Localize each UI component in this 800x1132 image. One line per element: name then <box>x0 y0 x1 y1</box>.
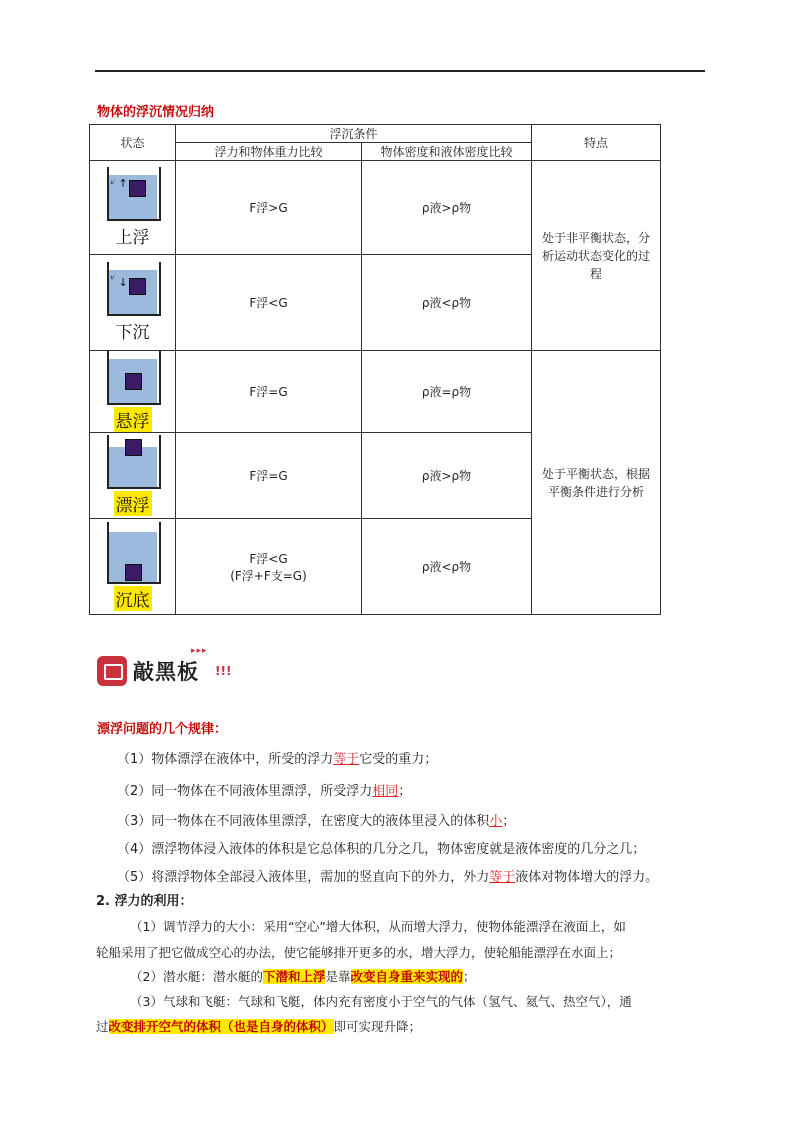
table-row <box>90 351 661 433</box>
state-rise <box>90 161 176 255</box>
float-sink-table <box>89 124 661 615</box>
density-cell: ρ液>ρ物 <box>362 161 532 255</box>
state-label: 悬浮 <box>114 407 152 432</box>
state-label: 上浮 <box>115 228 150 248</box>
header-state: 状态 <box>90 125 176 161</box>
rule-item: （3）同一物体在不同液体里漂浮，在密度大的液体里浸入的体积小； <box>117 814 516 829</box>
beaker-illustration <box>107 522 159 584</box>
force-cell: F浮=G <box>176 433 362 519</box>
object-block <box>129 180 146 197</box>
object-block <box>125 373 142 390</box>
header-feature: 特点 <box>532 125 661 161</box>
state-float <box>90 433 176 519</box>
object-block <box>125 564 142 581</box>
density-cell: ρ液=ρ物 <box>362 351 532 433</box>
density-cell: ρ液<ρ物 <box>362 255 532 351</box>
blackboard-title: 敲黑板 <box>133 659 199 684</box>
force-line-1: F浮<G <box>249 551 288 566</box>
force-cell: F浮=G <box>176 351 362 433</box>
density-cell: ρ液>ρ物 <box>362 433 532 519</box>
arrow-dots-icon: ▸▸▸ <box>191 646 208 656</box>
beaker-illustration <box>107 435 159 489</box>
force-cell <box>176 519 362 615</box>
object-block <box>125 439 142 456</box>
state-label: 漂浮 <box>114 491 152 516</box>
force-cell: F浮>G <box>176 161 362 255</box>
state-label: 下沉 <box>115 323 150 343</box>
rule-item: （4）漂浮物体浸入液体的体积是它总体积的几分之几，物体密度就是液体密度的几分之几； <box>117 842 646 857</box>
beaker-illustration: υ ↑ <box>107 167 159 221</box>
blackboard-exclaim: !!! <box>215 664 232 678</box>
header-rule <box>95 70 705 72</box>
paragraph-1-line-2: 轮船采用了把它做成空心的办法，使它能够排开更多的水，增大浮力，使轮船能漂浮在水面上； <box>96 945 622 960</box>
paragraph-3-line-1: （3）气球和飞艇：气球和飞艇，体内充有密度小于空气的气体（氢气、氦气、热空气），通 <box>130 994 632 1009</box>
rule-item: （2）同一物体在不同液体里漂浮，所受浮力相同； <box>117 784 412 799</box>
object-block <box>129 278 146 295</box>
header-force-compare: 浮力和物体重力比较 <box>176 143 362 161</box>
feature-balanced: 处于平衡状态，根据平衡条件进行分析 <box>532 351 661 615</box>
arrow-down-icon: ↓ <box>118 276 128 289</box>
state-sink <box>90 255 176 351</box>
force-line-2: (F浮+F支=G) <box>230 568 307 583</box>
state-suspend <box>90 351 176 433</box>
beaker-illustration <box>107 351 159 405</box>
beaker-illustration: υ ↓ <box>107 262 159 316</box>
header-condition: 浮沉条件 <box>176 125 532 143</box>
blackboard-icon <box>97 656 127 686</box>
feature-unbalanced: 处于非平衡状态，分析运动状态变化的过程 <box>532 161 661 351</box>
header-density-compare: 物体密度和液体密度比较 <box>362 143 532 161</box>
rules-title: 漂浮问题的几个规律： <box>97 722 228 737</box>
buoyancy-use-heading: 2. 浮力的利用： <box>96 894 193 909</box>
rule-item: （1）物体漂浮在液体中，所受的浮力等于它受的重力； <box>117 752 438 767</box>
density-cell: ρ液<ρ物 <box>362 519 532 615</box>
state-label: 沉底 <box>114 586 152 611</box>
state-bottom <box>90 519 176 615</box>
paragraph-1-line-1: （1）调节浮力的大小：采用“空心”增大体积，从而增大浮力，使物体能漂浮在液面上，如 <box>130 919 626 934</box>
paragraph-2: （2）潜水艇：潜水艇的下潜和上浮是靠改变自身重来实现的； <box>130 969 476 984</box>
paragraph-3-line-2: 过改变排开空气的体积（也是自身的体积）即可实现升降； <box>96 1019 422 1034</box>
section-title: 物体的浮沉情况归纳 <box>97 105 215 120</box>
rule-item: （5）将漂浮物体全部浸入液体里，需加的竖直向下的外力，外力等于液体对物体增大的浮力。 <box>117 870 659 885</box>
arrow-up-icon: ↑ <box>118 177 128 190</box>
table-row <box>90 161 661 255</box>
force-cell: F浮<G <box>176 255 362 351</box>
